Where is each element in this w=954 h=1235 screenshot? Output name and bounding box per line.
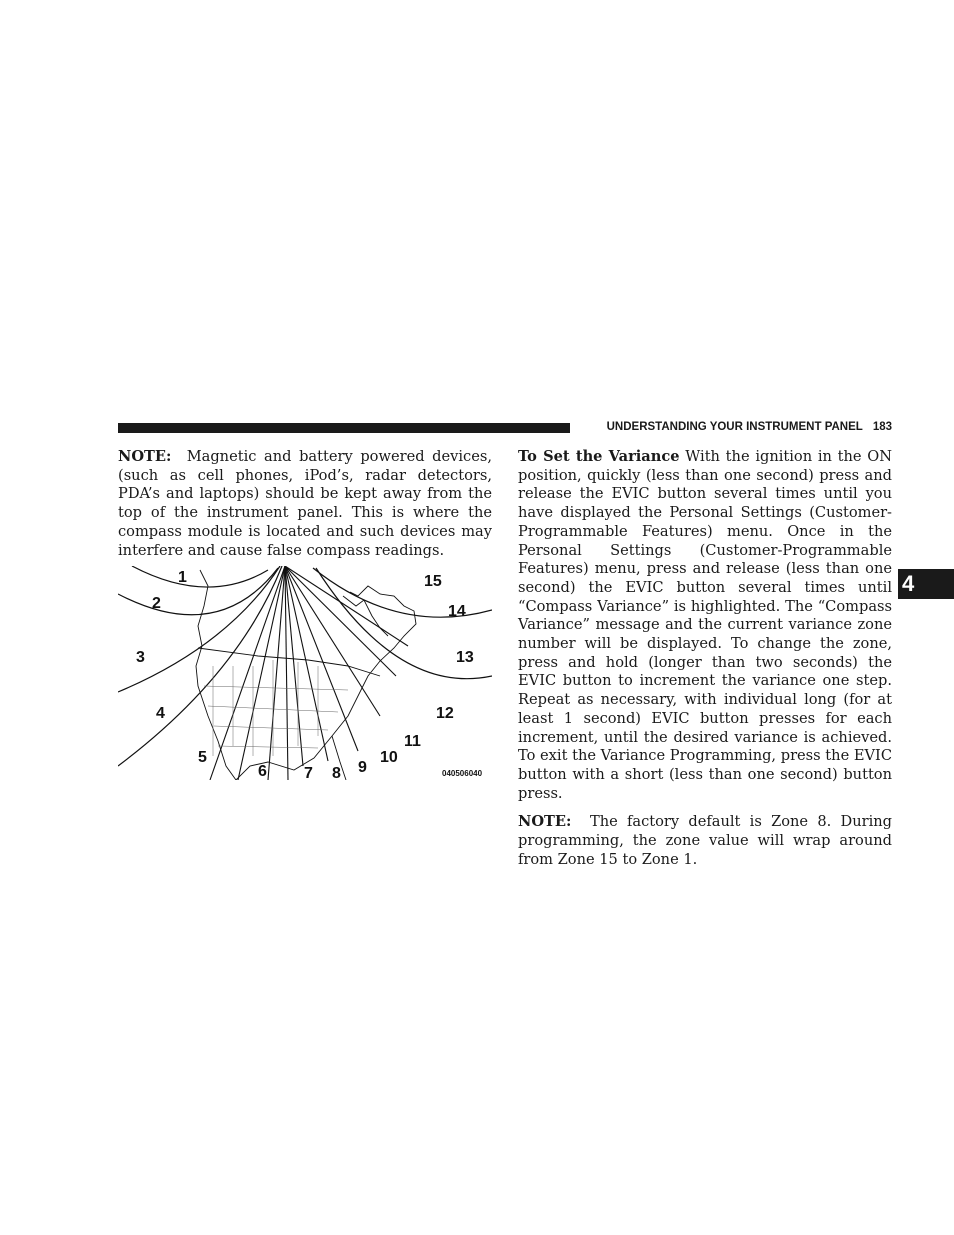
zone-label-7: 7 — [304, 765, 313, 780]
zone-labels — [136, 569, 474, 780]
note-paragraph — [118, 448, 492, 560]
page-number: 183 — [872, 421, 892, 433]
note-label: NOTE: — [118, 448, 172, 465]
default-note-label: NOTE: — [518, 813, 572, 831]
set-variance-text: With the ignition in the ON position, quickly (less than one second) press and release the EVIC button several times until you have displayed the Personal Settings (Customer-Programmable Features) menu. Once in the Personal Settings (Customer-Programmable Features) menu, press and release (less than one second) the EVIC button several times until “Compass Variance” is highlighted. The “Compass Variance” message and the current variance zone number will be displayed. To change the zone, press and hold (longer than two seconds) the EVIC button to increment the variance one step. Repeat as necessary, with individual long (for at least 1 second) EVIC button presses for each increment, until the desired variance is achieved. To exit the Variance Programming, press the EVIC button with a short (less than one second) button press. — [518, 448, 892, 802]
zone-boundaries — [118, 566, 492, 766]
zone-label-8: 8 — [332, 765, 341, 780]
zone-label-2: 2 — [152, 595, 161, 612]
zone-label-1: 1 — [178, 569, 187, 586]
section-title: UNDERSTANDING YOUR INSTRUMENT PANEL — [606, 421, 863, 433]
zone-label-3: 3 — [136, 649, 145, 666]
zone-label-6: 6 — [258, 763, 267, 780]
default-note-paragraph — [518, 813, 892, 869]
zone-label-5: 5 — [198, 749, 207, 766]
note-text: Magnetic and battery powered devices, (such as cell phones, iPod’s, radar detectors, PDA’s and laptops) should be kept away from the top of the instrument panel. This is where the compass module is located and such devices may interfere and cause false compass readings. — [118, 448, 492, 559]
right-column — [518, 448, 892, 879]
set-variance-paragraph — [518, 448, 892, 803]
zone-label-4: 4 — [156, 705, 165, 722]
zone-label-10: 10 — [380, 749, 398, 766]
zone-label-11: 11 — [404, 733, 421, 750]
compass-variance-zone-map — [118, 566, 492, 780]
zone-map-svg — [118, 566, 492, 780]
left-column — [118, 448, 492, 570]
set-variance-label: To Set the Variance — [518, 448, 680, 465]
figure-code: 040506040 — [442, 769, 483, 778]
zone-label-14: 14 — [448, 603, 466, 620]
header-rule — [118, 423, 570, 433]
chapter-tab: 4 — [898, 569, 954, 599]
zone-label-12: 12 — [436, 705, 454, 722]
zone-label-15: 15 — [424, 573, 442, 590]
default-note-text: The factory default is Zone 8. During programming, the zone value will wrap around from Zone 15 to Zone 1. — [518, 813, 892, 868]
zone-label-13: 13 — [456, 649, 474, 666]
zone-label-9: 9 — [358, 759, 367, 776]
running-header — [578, 420, 892, 435]
